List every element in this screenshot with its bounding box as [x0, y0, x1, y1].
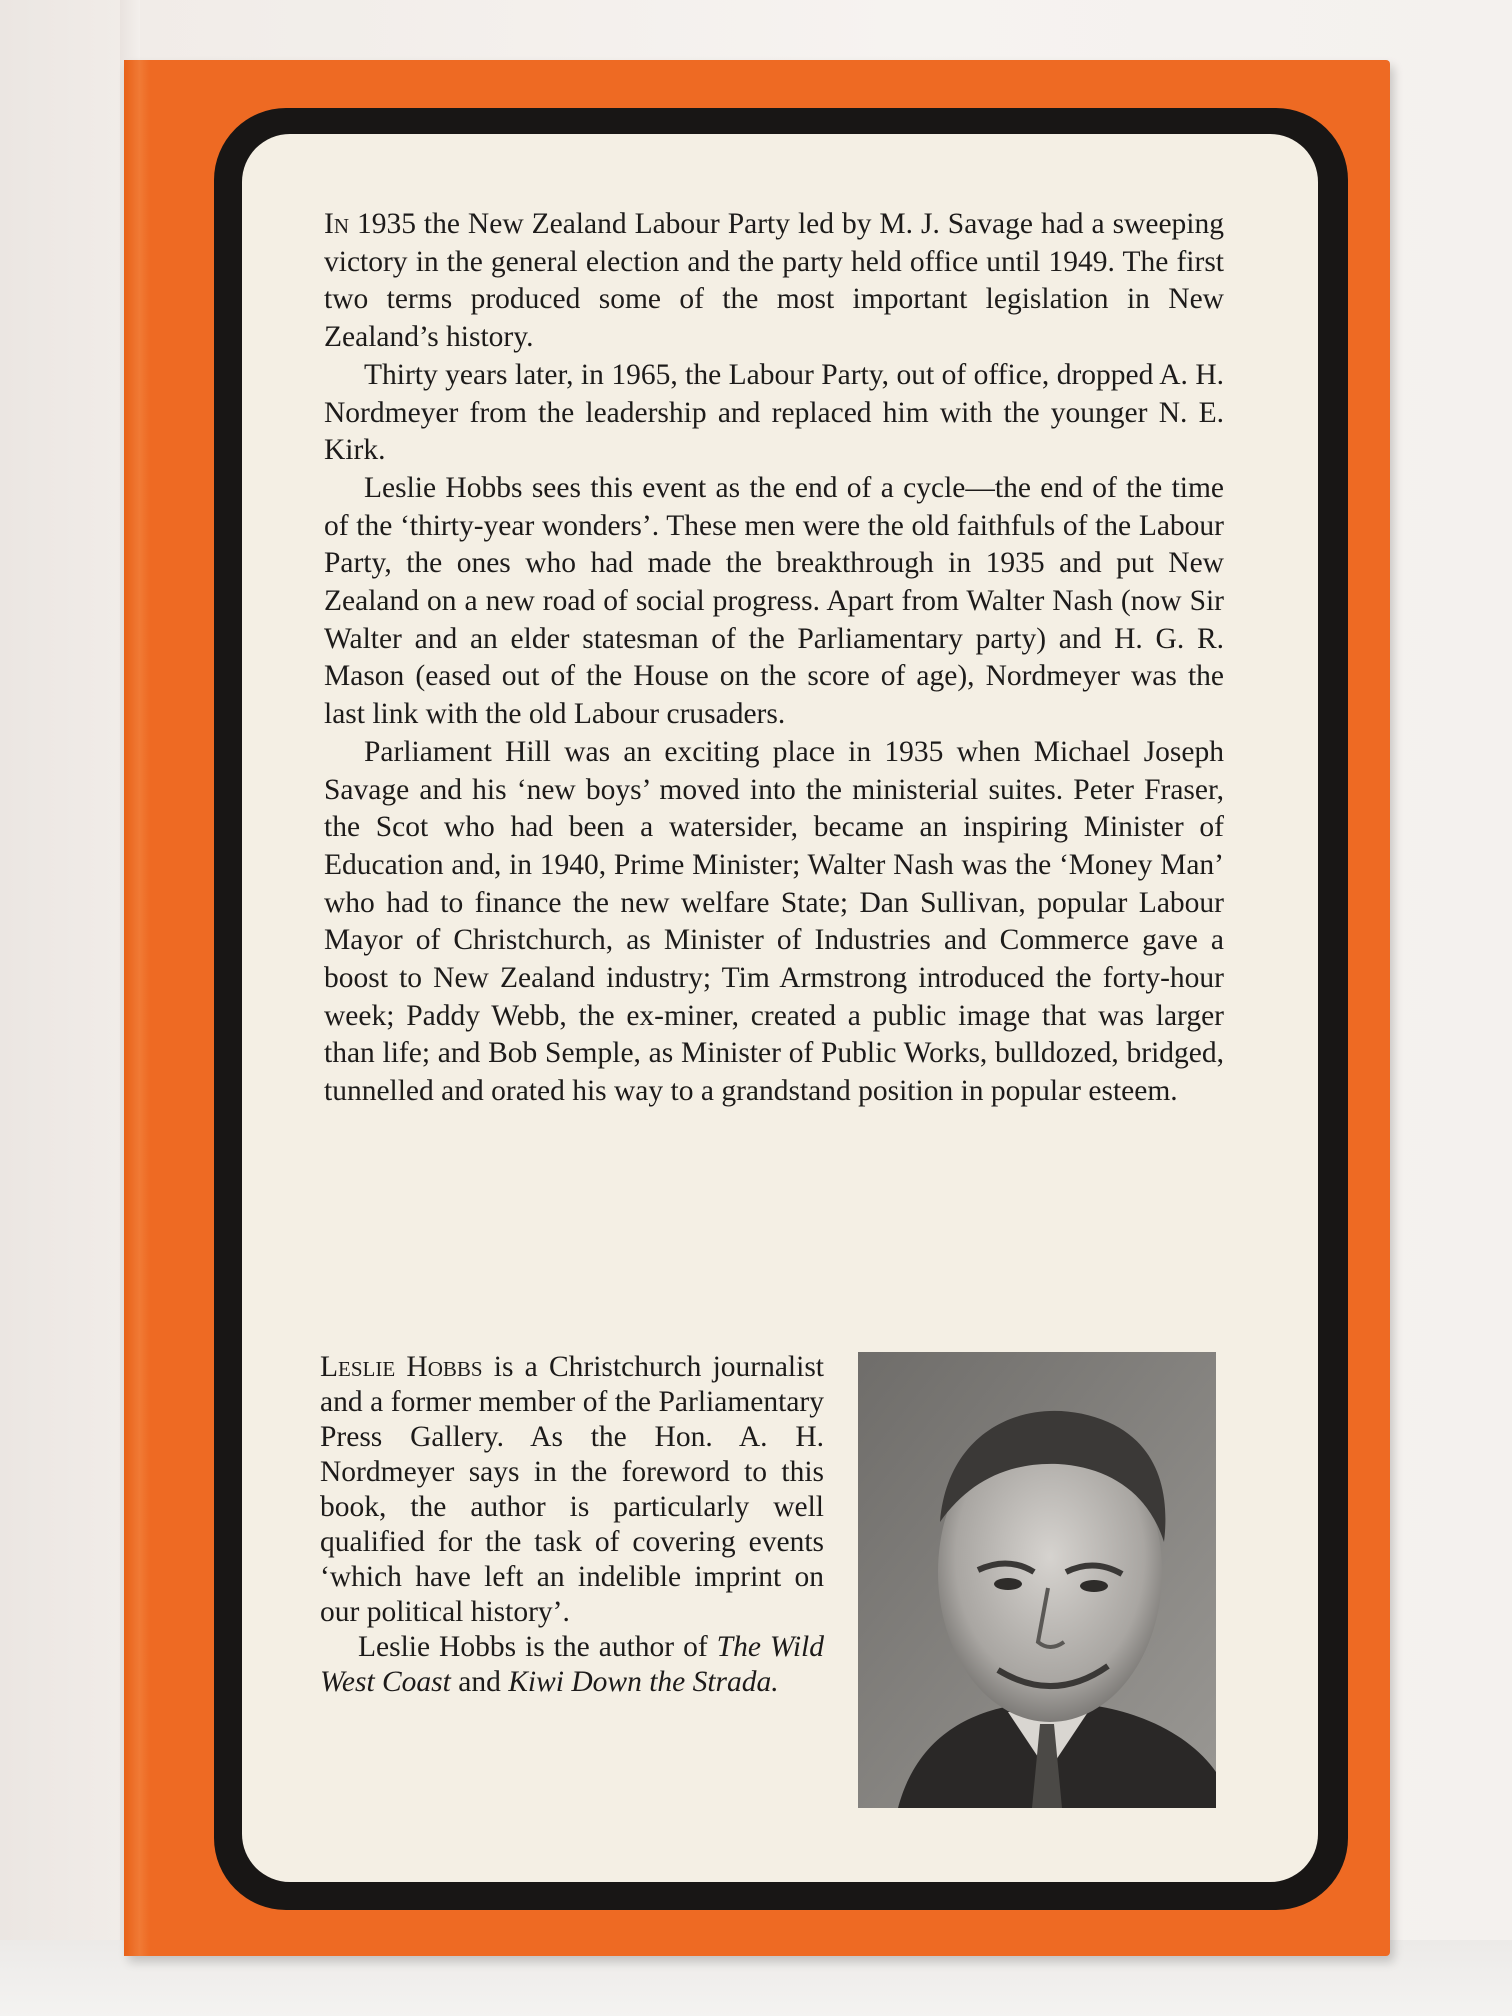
blurb-paragraph-1 [324, 206, 1224, 357]
author-bio-paragraph-1-body: is a Christchurch journalist and a former member of the Parliamentary Press Gallery. As the Hon. A. H. Nordmeyer says in the foreword to this book, the author is particularly well qualified for the task of covering events ‘which have left an indelible imprint on our political history’. [320, 1351, 825, 1628]
book-title-2: Kiwi Down the Strada. [508, 1666, 779, 1698]
author-photo [858, 1352, 1216, 1808]
blurb-paragraph-3: Leslie Hobbs sees this event as the end of a cycle—the end of the time of the ‘thirty-year wonders’. These men were the old faithfuls of the Labour Party, the ones who had made the breakthrough in 1935 and put New Zealand on a new road of social progress. Apart from Walter Nash (now Sir Walter and an elder statesman of the Parliamentary party) and H. G. R. Mason (eased out of the House on the score of age), Nordmeyer was the last link with the old Labour crusaders. [324, 471, 1224, 731]
author-bio [320, 1350, 824, 1700]
book-title-1: The Wild West Coast [320, 1631, 824, 1698]
author-name-lead: Leslie Hobbs [320, 1351, 483, 1383]
blurb-paragraph-1-body: 1935 the New Zealand Labour Party led by M. J. Savage had a sweeping victory in the general election and the party held office until 1949. The first two terms produced some of the most important legislation in New Zealand’s history. [324, 208, 1224, 354]
author-portrait-illustration [858, 1352, 1216, 1808]
author-bio-paragraph-2-start: Leslie Hobbs is the author of [358, 1631, 708, 1663]
author-bio-paragraph-1 [320, 1350, 824, 1630]
blurb-paragraph-2: Thirty years later, in 1965, the Labour Party, out of office, dropped A. H. Nordmeyer from the leadership and replaced him with the younger N. E. Kirk. [324, 358, 1224, 467]
blurb-paragraph-4: Parliament Hill was an exciting place in 1935 when Michael Joseph Savage and his ‘new boys’ moved into the ministerial suites. Peter Fraser, the Scot who had been a watersider, became an inspiring Minister of Education and, in 1940, Prime Minister; Walter Nash was the ‘Money Man’ who had to finance the new welfare State; Dan Sullivan, popular Labour Mayor of Christchurch, as Minister of Industries and Commerce gave a boost to New Zealand industry; Tim Armstrong introduced the forty-hour week; Paddy Webb, the ex-miner, created a public image that was larger than life; and Bob Semple, as Minister of Public Works, bulldozed, bridged, tunnelled and orated his way to a grandstand position in popular esteem. [324, 735, 1224, 1108]
blurb-text [324, 206, 1224, 1111]
conjunction: and [458, 1666, 501, 1698]
author-bio-paragraph-2 [320, 1630, 824, 1700]
blurb-lead-word: In [324, 208, 349, 240]
book-back-cover [124, 60, 1390, 1956]
